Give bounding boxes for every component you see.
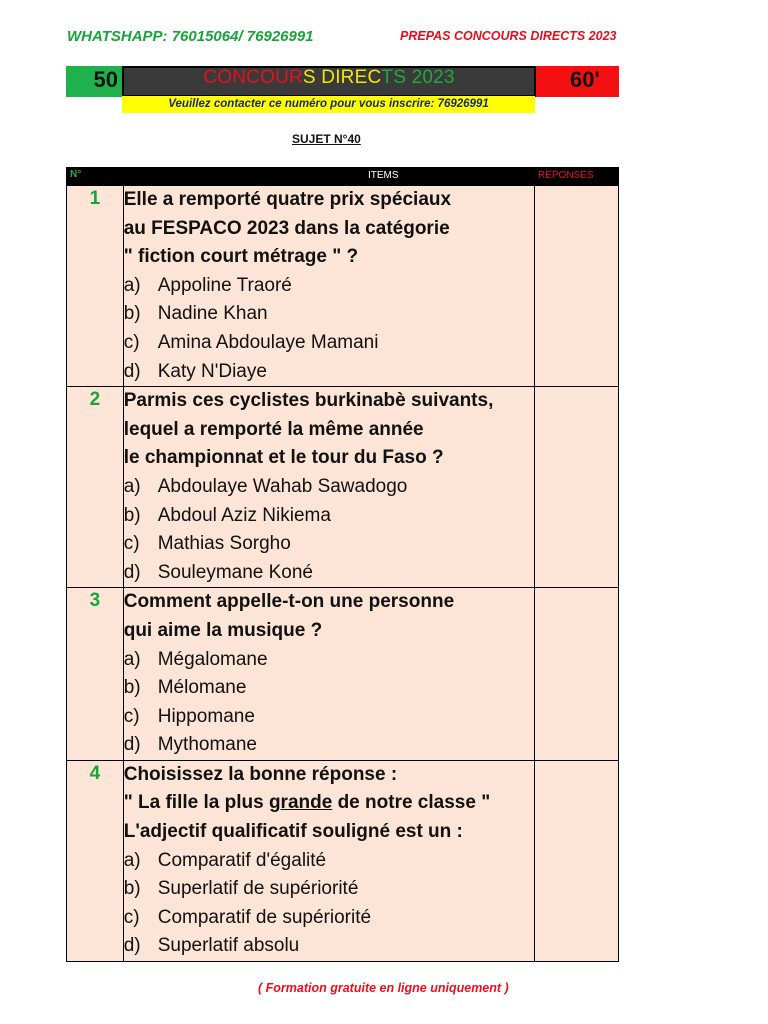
questions-count: 50 — [93, 67, 118, 92]
question-number: 2 — [67, 387, 124, 588]
banner-title-part-1: CONCOUR — [203, 67, 303, 88]
table-row — [67, 186, 619, 387]
option-b: b) Nadine Khan — [123, 303, 268, 325]
option-b: b) Mélomane — [123, 677, 247, 699]
contact-banner: Veuillez contacter ce numéro pour vous inscrire: 76926991 — [122, 96, 535, 113]
duration: 60' — [570, 67, 600, 92]
table-header — [66, 167, 619, 185]
question-item — [123, 186, 535, 387]
banner — [66, 66, 619, 97]
option-c: c) Hippomane — [123, 705, 255, 727]
question-item — [123, 588, 535, 761]
duration-box — [536, 66, 619, 97]
question-text: lequel a remporté la même année — [123, 418, 424, 440]
question-item — [123, 760, 535, 961]
option-a: a) Appoline Traoré — [123, 274, 292, 296]
banner-title-part-2: S — [302, 67, 316, 88]
option-a: a) Mégalomane — [123, 648, 268, 670]
col-items-header: ITEMS — [368, 170, 399, 181]
col-num-header: N° — [70, 169, 82, 180]
banner-title-part-3: DIREC — [315, 67, 382, 88]
question-text: Choisissez la bonne réponse : — [123, 763, 398, 785]
option-b: b) Superlatif de supériorité — [123, 878, 359, 900]
banner-title-part-4: TS 2023 — [381, 67, 455, 88]
underlined-word: grande — [268, 792, 333, 814]
table-row — [67, 760, 619, 961]
option-c: c) Comparatif de supériorité — [123, 906, 372, 928]
table-row — [67, 588, 619, 761]
col-reponses-header: REPONSES — [538, 170, 594, 181]
question-text: L'adjectif qualificatif souligné est un : — [123, 821, 463, 843]
option-d: d) Mythomane — [123, 734, 257, 756]
answer-cell[interactable] — [535, 387, 619, 588]
question-text: qui aime la musique ? — [123, 619, 323, 641]
answer-cell[interactable] — [535, 760, 619, 961]
option-c: c) Amina Abdoulaye Mamani — [123, 331, 379, 353]
option-a: a) Comparatif d'égalité — [123, 849, 327, 871]
footer-note: ( Formation gratuite en ligne uniquement ) — [258, 981, 509, 995]
answer-cell[interactable] — [535, 588, 619, 761]
questions-count-box — [66, 66, 122, 97]
option-c: c) Mathias Sorgho — [123, 533, 291, 555]
question-text: Comment appelle-t-on une personne — [123, 591, 455, 613]
question-number: 4 — [67, 760, 124, 961]
option-d: d) Katy N'Diaye — [123, 360, 267, 382]
question-number: 1 — [67, 186, 124, 387]
question-text: " fiction court métrage " ? — [123, 246, 359, 268]
banner-title-box — [122, 66, 536, 97]
sujet-title: SUJET N°40 — [292, 132, 361, 146]
option-b: b) Abdoul Aziz Nikiema — [123, 504, 331, 526]
table-row — [67, 387, 619, 588]
question-text: Parmis ces cyclistes burkinabè suivants, — [123, 390, 494, 412]
question-number: 3 — [67, 588, 124, 761]
whatsapp-contact: WHATSHAPP: 76015064/ 76926991 — [67, 28, 314, 45]
question-text: le championnat et le tour du Faso ? — [123, 447, 444, 469]
option-a: a) Abdoulaye Wahab Sawadogo — [123, 475, 408, 497]
question-item — [123, 387, 535, 588]
prepas-title: PREPAS CONCOURS DIRECTS 2023 — [400, 29, 617, 43]
question-text: Elle a remporté quatre prix spéciaux — [123, 189, 452, 210]
answer-cell[interactable] — [535, 186, 619, 387]
option-d: d) Superlatif absolu — [123, 935, 300, 957]
question-text: au FESPACO 2023 dans la catégorie — [123, 217, 450, 239]
questions-table — [66, 185, 619, 962]
question-text: " La fille la plus grande de notre classe " — [123, 792, 491, 814]
option-d: d) Souleymane Koné — [123, 561, 313, 583]
